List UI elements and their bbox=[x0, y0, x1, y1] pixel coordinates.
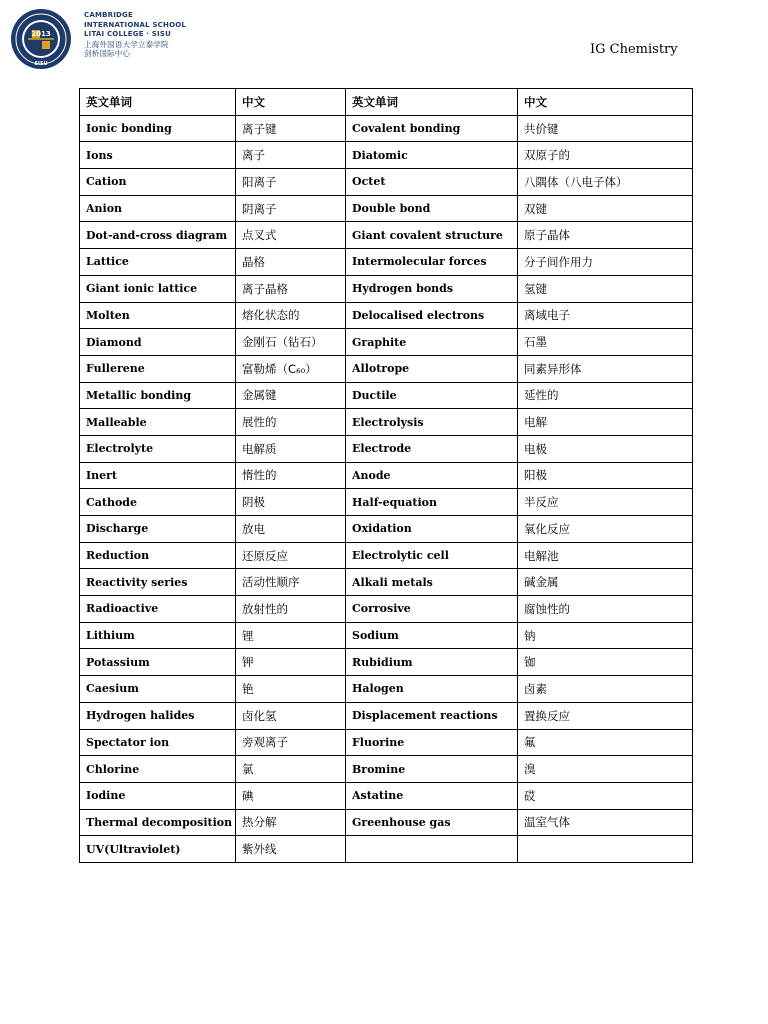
english-term-cell: Delocalised electrons bbox=[346, 302, 518, 329]
chinese-term-cell: 铷 bbox=[518, 649, 693, 676]
english-term-cell: UV(Ultraviolet) bbox=[80, 836, 236, 863]
english-term-cell: Corrosive bbox=[346, 596, 518, 623]
english-term-cell: Double bond bbox=[346, 195, 518, 222]
chinese-term-cell: 电解质 bbox=[236, 435, 346, 462]
chinese-term-cell: 氟 bbox=[518, 729, 693, 756]
chinese-term-cell: 卤化氢 bbox=[236, 702, 346, 729]
school-name bbox=[84, 11, 186, 59]
english-term-cell: Radioactive bbox=[80, 596, 236, 623]
chinese-term-cell bbox=[518, 836, 693, 863]
school-seal-icon bbox=[10, 8, 72, 70]
english-term-cell: Ions bbox=[80, 142, 236, 169]
chinese-term-cell: 放电 bbox=[236, 516, 346, 543]
english-term-cell: Electrolyte bbox=[80, 435, 236, 462]
chinese-term-cell: 氧化反应 bbox=[518, 516, 693, 543]
school-line-cn: 上海外国语大学立泰学院 bbox=[84, 39, 169, 49]
chinese-term-cell: 惰性的 bbox=[236, 462, 346, 489]
table-row bbox=[80, 329, 693, 356]
chinese-term-cell: 铯 bbox=[236, 676, 346, 703]
chinese-term-cell: 电极 bbox=[518, 435, 693, 462]
english-term-cell: Displacement reactions bbox=[346, 702, 518, 729]
chinese-term-cell: 溴 bbox=[518, 756, 693, 783]
chinese-term-cell: 同素异形体 bbox=[518, 355, 693, 382]
english-term-cell: Thermal decomposition bbox=[80, 809, 236, 836]
chinese-term-cell: 共价键 bbox=[518, 115, 693, 142]
chinese-term-cell: 原子晶体 bbox=[518, 222, 693, 249]
table-row bbox=[80, 195, 693, 222]
chinese-term-cell: 金刚石（钻石） bbox=[236, 329, 346, 356]
seal-text: SISU bbox=[34, 61, 48, 67]
english-term-cell: Dot-and-cross diagram bbox=[80, 222, 236, 249]
chinese-term-cell: 石墨 bbox=[518, 329, 693, 356]
english-term-cell: Inert bbox=[80, 462, 236, 489]
table-row bbox=[80, 355, 693, 382]
chinese-term-cell: 离域电子 bbox=[518, 302, 693, 329]
table-row bbox=[80, 275, 693, 302]
english-term-cell: Octet bbox=[346, 169, 518, 196]
seal-year: 2013 bbox=[31, 30, 51, 38]
english-term-cell: Graphite bbox=[346, 329, 518, 356]
column-header-chinese: 中文 bbox=[518, 89, 693, 116]
chinese-term-cell: 碘 bbox=[236, 782, 346, 809]
chinese-term-cell: 离子键 bbox=[236, 115, 346, 142]
table-row bbox=[80, 462, 693, 489]
english-term-cell: Anode bbox=[346, 462, 518, 489]
chinese-term-cell: 离子 bbox=[236, 142, 346, 169]
table-row bbox=[80, 302, 693, 329]
table-row bbox=[80, 142, 693, 169]
chinese-term-cell: 氢键 bbox=[518, 275, 693, 302]
english-term-cell: Ionic bonding bbox=[80, 115, 236, 142]
english-term-cell: Discharge bbox=[80, 516, 236, 543]
english-term-cell: Alkali metals bbox=[346, 569, 518, 596]
school-line: INTERNATIONAL SCHOOL bbox=[84, 20, 187, 29]
english-term-cell: Intermolecular forces bbox=[346, 249, 518, 276]
chinese-term-cell: 氯 bbox=[236, 756, 346, 783]
chinese-term-cell: 八隅体（八电子体） bbox=[518, 169, 693, 196]
english-term-cell: Half-equation bbox=[346, 489, 518, 516]
english-term-cell: Anion bbox=[80, 195, 236, 222]
chinese-term-cell: 温室气体 bbox=[518, 809, 693, 836]
chinese-term-cell: 放射性的 bbox=[236, 596, 346, 623]
table-row bbox=[80, 596, 693, 623]
table-row bbox=[80, 649, 693, 676]
english-term-cell: Rubidium bbox=[346, 649, 518, 676]
english-term-cell: Fluorine bbox=[346, 729, 518, 756]
english-term-cell: Chlorine bbox=[80, 756, 236, 783]
english-term-cell: Hydrogen bonds bbox=[346, 275, 518, 302]
table-row bbox=[80, 382, 693, 409]
chinese-term-cell: 晶格 bbox=[236, 249, 346, 276]
chinese-term-cell: 锂 bbox=[236, 622, 346, 649]
chinese-term-cell: 阴离子 bbox=[236, 195, 346, 222]
chinese-term-cell: 卤素 bbox=[518, 676, 693, 703]
chinese-term-cell: 热分解 bbox=[236, 809, 346, 836]
english-term-cell: Lithium bbox=[80, 622, 236, 649]
english-term-cell: Oxidation bbox=[346, 516, 518, 543]
table-row bbox=[80, 435, 693, 462]
column-header-chinese: 中文 bbox=[236, 89, 346, 116]
column-header-english: 英文单词 bbox=[346, 89, 518, 116]
table-row bbox=[80, 676, 693, 703]
english-term-cell: Electrode bbox=[346, 435, 518, 462]
chinese-term-cell: 钠 bbox=[518, 622, 693, 649]
chinese-term-cell: 旁观离子 bbox=[236, 729, 346, 756]
table-row bbox=[80, 729, 693, 756]
english-term-cell: Metallic bonding bbox=[80, 382, 236, 409]
english-term-cell: Bromine bbox=[346, 756, 518, 783]
english-term-cell: Reduction bbox=[80, 542, 236, 569]
table-row bbox=[80, 409, 693, 436]
school-line: LITAI COLLEGE · SISU bbox=[84, 30, 171, 38]
school-logo bbox=[10, 8, 187, 70]
subject-title: IG Chemistry bbox=[590, 42, 678, 57]
english-term-cell: Astatine bbox=[346, 782, 518, 809]
chinese-term-cell: 活动性顺序 bbox=[236, 569, 346, 596]
chinese-term-cell: 钾 bbox=[236, 649, 346, 676]
chinese-term-cell: 分子间作用力 bbox=[518, 249, 693, 276]
chinese-term-cell: 腐蚀性的 bbox=[518, 596, 693, 623]
chinese-term-cell: 碱金属 bbox=[518, 569, 693, 596]
chinese-term-cell: 双键 bbox=[518, 195, 693, 222]
column-header-english: 英文单词 bbox=[80, 89, 236, 116]
table-row bbox=[80, 622, 693, 649]
table-header-row bbox=[80, 89, 693, 116]
chinese-term-cell: 阴极 bbox=[236, 489, 346, 516]
table-row bbox=[80, 702, 693, 729]
table-row bbox=[80, 489, 693, 516]
table-row bbox=[80, 115, 693, 142]
english-term-cell: Allotrope bbox=[346, 355, 518, 382]
english-term-cell: Lattice bbox=[80, 249, 236, 276]
table-row bbox=[80, 756, 693, 783]
chinese-term-cell: 双原子的 bbox=[518, 142, 693, 169]
chinese-term-cell: 离子晶格 bbox=[236, 275, 346, 302]
table-row bbox=[80, 249, 693, 276]
vocabulary-table bbox=[79, 88, 693, 863]
table-row bbox=[80, 836, 693, 863]
english-term-cell: Iodine bbox=[80, 782, 236, 809]
english-term-cell: Greenhouse gas bbox=[346, 809, 518, 836]
english-term-cell: Caesium bbox=[80, 676, 236, 703]
chinese-term-cell: 延性的 bbox=[518, 382, 693, 409]
chinese-term-cell: 富勒烯（C₆₀） bbox=[236, 355, 346, 382]
chinese-term-cell: 金属键 bbox=[236, 382, 346, 409]
english-term-cell: Giant covalent structure bbox=[346, 222, 518, 249]
english-term-cell: Diatomic bbox=[346, 142, 518, 169]
chinese-term-cell: 电解 bbox=[518, 409, 693, 436]
chinese-term-cell: 还原反应 bbox=[236, 542, 346, 569]
english-term-cell: Sodium bbox=[346, 622, 518, 649]
table-row bbox=[80, 222, 693, 249]
english-term-cell: Halogen bbox=[346, 676, 518, 703]
table-row bbox=[80, 516, 693, 543]
english-term-cell: Malleable bbox=[80, 409, 236, 436]
english-term-cell: Electrolysis bbox=[346, 409, 518, 436]
english-term-cell: Potassium bbox=[80, 649, 236, 676]
vocabulary-table-body bbox=[80, 89, 693, 863]
table-row bbox=[80, 809, 693, 836]
school-line-cn: 剑桥国际中心 bbox=[84, 49, 131, 58]
english-term-cell: Reactivity series bbox=[80, 569, 236, 596]
chinese-term-cell: 熔化状态的 bbox=[236, 302, 346, 329]
table-row bbox=[80, 542, 693, 569]
english-term-cell: Cation bbox=[80, 169, 236, 196]
table-row bbox=[80, 169, 693, 196]
chinese-term-cell: 置换反应 bbox=[518, 702, 693, 729]
english-term-cell: Giant ionic lattice bbox=[80, 275, 236, 302]
table-row bbox=[80, 569, 693, 596]
chinese-term-cell: 紫外线 bbox=[236, 836, 346, 863]
english-term-cell: Diamond bbox=[80, 329, 236, 356]
chinese-term-cell: 半反应 bbox=[518, 489, 693, 516]
english-term-cell: Cathode bbox=[80, 489, 236, 516]
chinese-term-cell: 阳极 bbox=[518, 462, 693, 489]
chinese-term-cell: 电解池 bbox=[518, 542, 693, 569]
english-term-cell: Spectator ion bbox=[80, 729, 236, 756]
english-term-cell: Hydrogen halides bbox=[80, 702, 236, 729]
english-term-cell: Covalent bonding bbox=[346, 115, 518, 142]
english-term-cell bbox=[346, 836, 518, 863]
chinese-term-cell: 阳离子 bbox=[236, 169, 346, 196]
english-term-cell: Molten bbox=[80, 302, 236, 329]
english-term-cell: Electrolytic cell bbox=[346, 542, 518, 569]
chinese-term-cell: 展性的 bbox=[236, 409, 346, 436]
table-row bbox=[80, 782, 693, 809]
english-term-cell: Ductile bbox=[346, 382, 518, 409]
chinese-term-cell: 点叉式 bbox=[236, 222, 346, 249]
english-term-cell: Fullerene bbox=[80, 355, 236, 382]
school-line: CAMBRIDGE bbox=[84, 11, 133, 19]
chinese-term-cell: 砹 bbox=[518, 782, 693, 809]
